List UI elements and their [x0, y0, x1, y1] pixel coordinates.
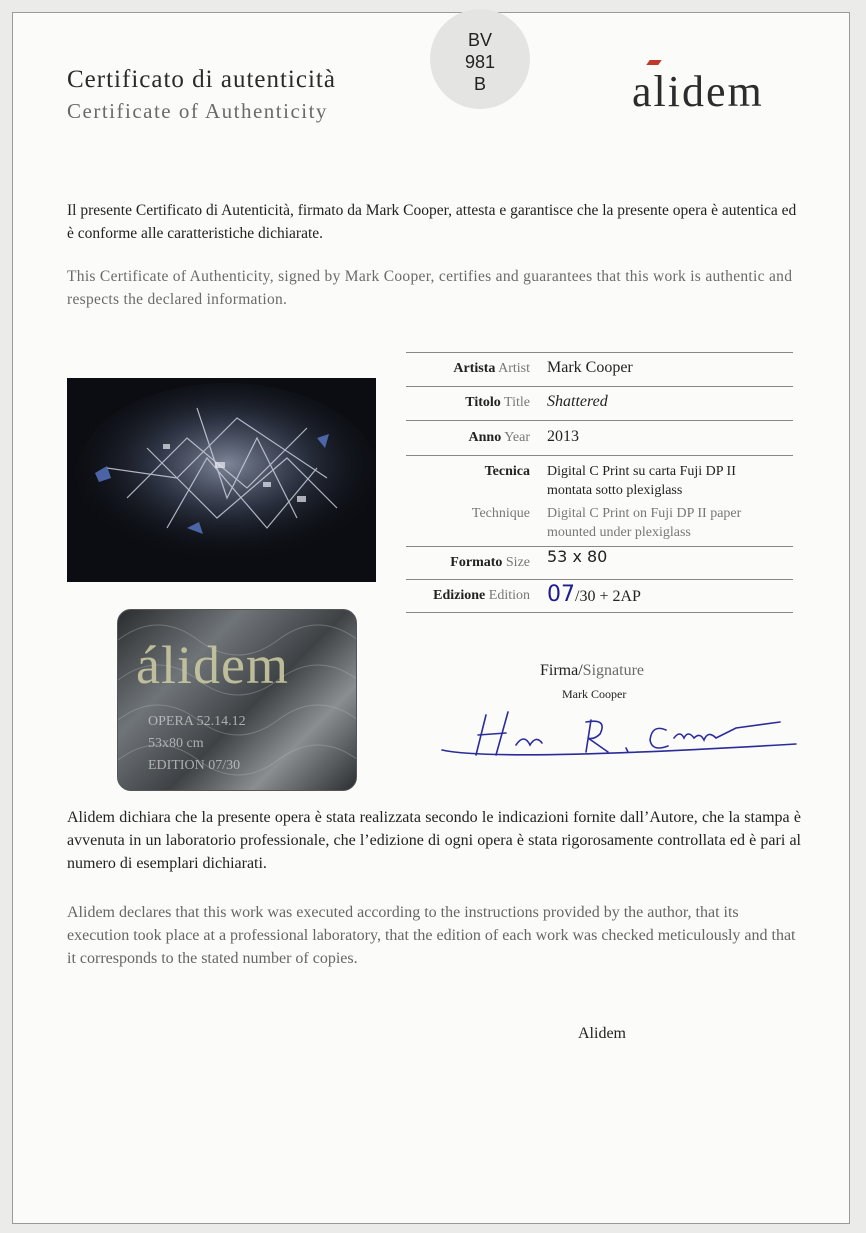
size-value-handwritten: 53 x 80	[547, 547, 608, 566]
technique-it-line-1: Digital C Print su carta Fuji DP II	[547, 464, 736, 479]
detail-row-artist	[406, 353, 793, 387]
detail-row-title	[406, 387, 793, 421]
technique-en-line-1: Digital C Print on Fuji DP II paper	[547, 506, 742, 521]
artwork-shattered-graphic	[67, 378, 376, 582]
hologram-brand: álidem	[136, 635, 289, 695]
intro-english: This Certificate of Authenticity, signed by Mark Cooper, certifies and guarantees that this work is authentic and respects the declared information.	[67, 268, 793, 308]
logo-text: alidem	[632, 67, 764, 116]
edition-number-handwritten: 07	[547, 582, 575, 607]
detail-row-year	[406, 421, 793, 456]
stamp-line-3: B	[473, 74, 486, 94]
artwork-details-table	[406, 352, 793, 613]
artist-value: Mark Cooper	[547, 359, 633, 376]
title-label: Titolo Title	[465, 395, 530, 410]
artist-label: Artista Artist	[453, 361, 530, 376]
technique-value-it	[547, 462, 736, 500]
detail-row-size	[406, 547, 793, 580]
intro-italian: Il presente Certificato di Autenticità, firmato da Mark Cooper, attesta e garantisce che la presente opera è autentica ed è conforme alle caratteristiche dichiarate.	[67, 202, 797, 242]
title-english: Certificate of Authenticity	[67, 99, 328, 123]
edition-value	[547, 582, 641, 607]
edition-total: /30 + 2AP	[575, 588, 641, 605]
signature-label: Firma/Signature	[540, 662, 644, 679]
hologram-line-1: OPERA 52.14.12	[148, 714, 246, 729]
title-value: Shattered	[547, 393, 608, 410]
declaration-english: Alidem declares that this work was executed according to the instructions provided by the author, that its execution took place at a professional laboratory, that the edition of each work was checked meticulously and that it corresponds to the stated number of copies.	[67, 904, 796, 967]
title-italian: Certificato di autenticità	[67, 66, 336, 93]
edition-label: Edizione Edition	[433, 588, 530, 603]
hologram-line-2: 53x80 cm	[148, 736, 204, 751]
year-label: Anno Year	[468, 430, 530, 445]
hologram-seal	[117, 609, 357, 791]
artwork-image	[67, 378, 376, 582]
technique-en-line-2: mounted under plexiglass	[547, 525, 691, 540]
reference-stamp	[430, 9, 530, 109]
detail-row-edition	[406, 580, 793, 613]
signatory-name: Mark Cooper	[562, 687, 627, 701]
declaration-italian: Alidem dichiara che la presente opera è stata realizzata secondo le indicazioni fornite dall’Autore, che la stampa è avvenuta in un laboratorio professionale, che l’edizione di ogni opera è stata rigorosamente controllata ed è pari al numero di esemplari dichiarati.	[67, 809, 801, 872]
size-label: Formato Size	[450, 555, 530, 570]
detail-row-technique	[406, 456, 793, 547]
technique-value-en	[547, 504, 741, 542]
year-value: 2013	[547, 428, 579, 445]
alidem-logo	[632, 66, 764, 117]
handwritten-signature	[436, 700, 804, 770]
hologram-line-3: EDITION 07/30	[148, 758, 241, 773]
technique-label-it: Tecnica	[484, 464, 530, 479]
technique-it-line-2: montata sotto plexiglass	[547, 483, 683, 498]
technique-label-en: Technique	[471, 506, 530, 521]
closing-signatory: Alidem	[578, 1025, 626, 1042]
stamp-line-1: BV	[467, 30, 492, 50]
stamp-line-2: 981	[464, 52, 496, 72]
